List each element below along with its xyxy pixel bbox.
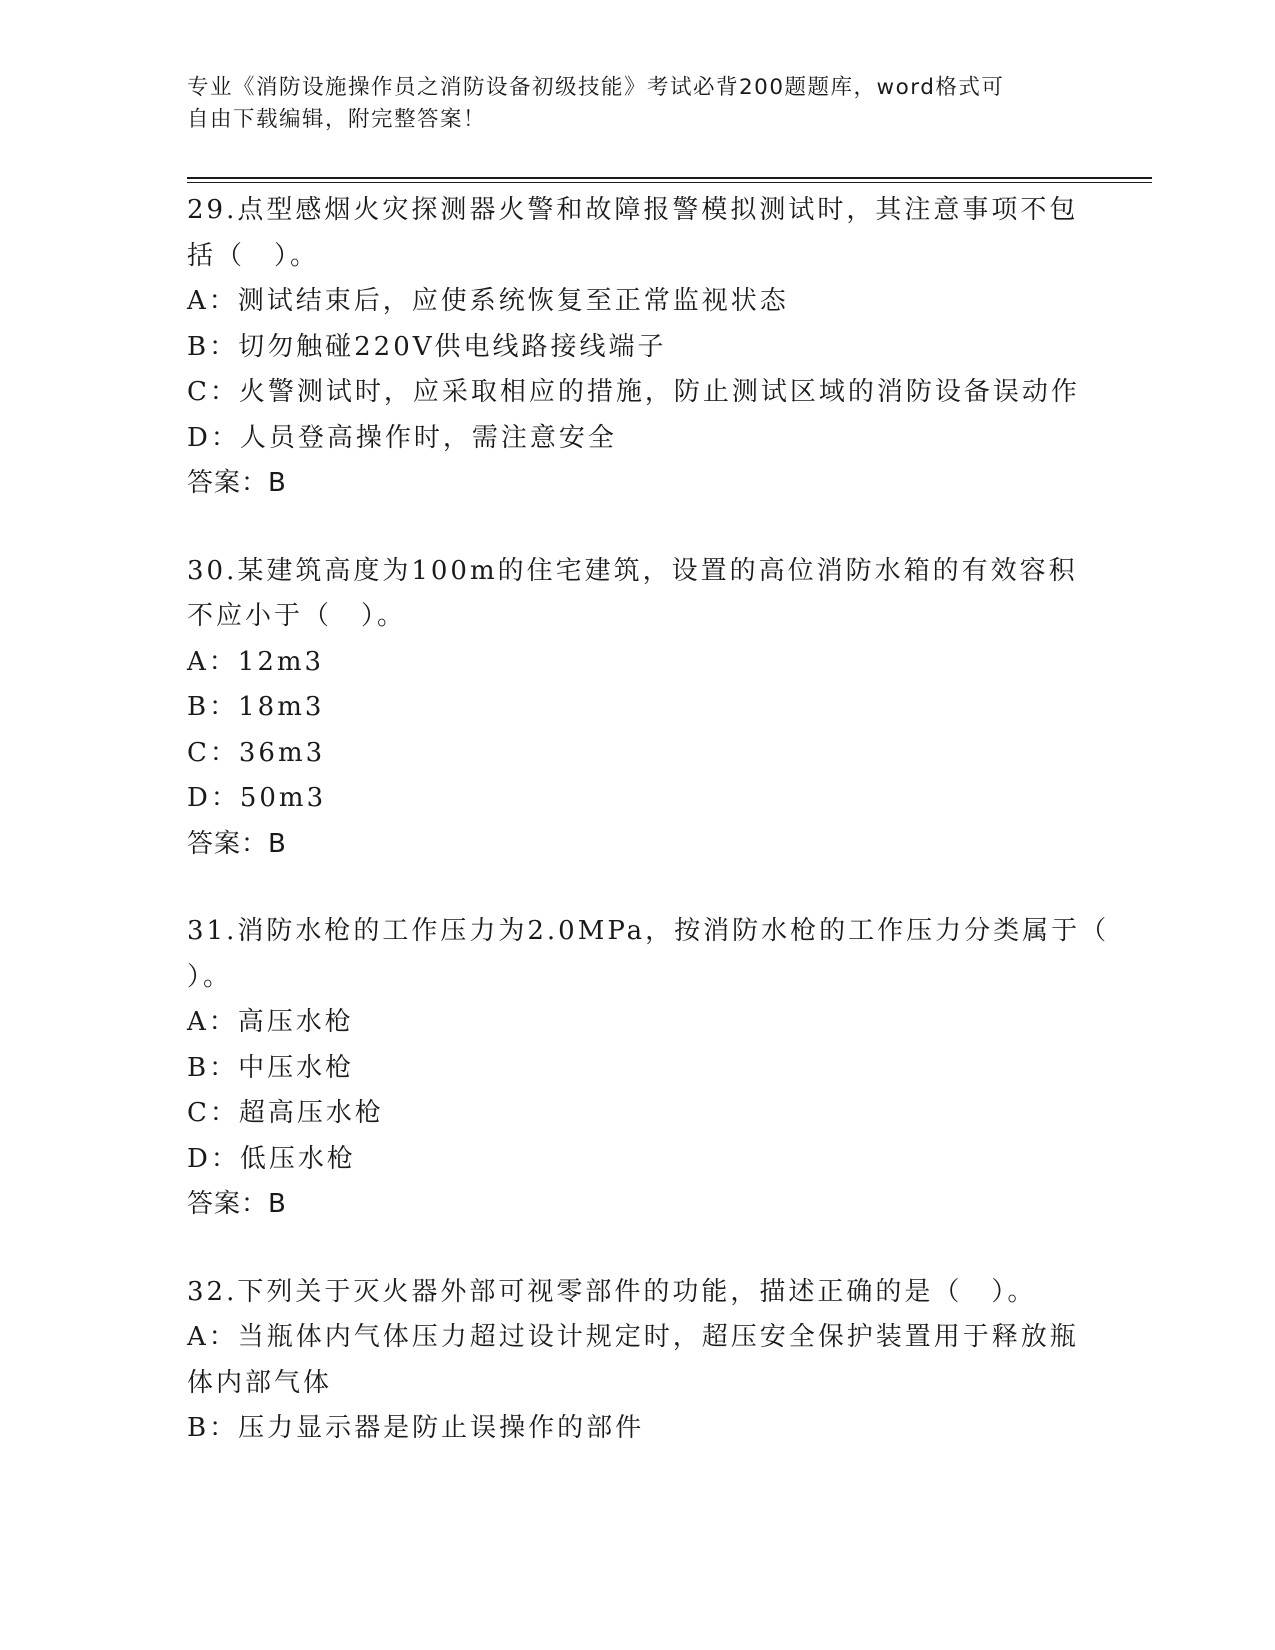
question-30 [187,549,1087,868]
option-a-continued: 体内部气体 [187,1367,333,1398]
option-b: B：中压水枪 [187,1052,355,1083]
question-stem-line: 31.消防水枪的工作压力为2.0MPa，按消防水枪的工作压力分类属于（ [187,916,1110,946]
option-b: B：压力显示器是防止误操作的部件 [187,1413,645,1443]
answer-line: 答案：B [187,1189,287,1219]
document-header [187,72,1067,136]
option-d: D：人员登高操作时，需注意安全 [187,422,617,453]
question-stem-line: 括（ ）。 [187,240,320,271]
question-32 [187,1270,1087,1452]
answer-line: 答案：B [187,468,287,498]
option-b: B：18m3 [187,692,325,722]
question-stem-line: 29.点型感烟火灾探测器火警和故障报警模拟测试时，其注意事项不包 [187,195,1079,225]
option-b: B：切勿触碰220V供电线路接线端子 [187,331,667,362]
question-stem-line: ）。 [187,961,233,992]
header-line-1: 专业《消防设施操作员之消防设备初级技能》考试必背200题题库，word格式可 [187,75,1005,100]
header-line-2: 自由下载编辑，附完整答案！ [187,107,487,132]
question-stem-line: 不应小于（ ）。 [187,601,407,631]
option-c: C：火警测试时，应采取相应的措施，防止测试区域的消防设备误动作 [187,377,1080,407]
option-c: C：超高压水枪 [187,1098,384,1128]
header-rule-thin [187,182,1152,183]
header-rule-thick [187,177,1152,179]
question-stem-line: 30.某建筑高度为100m的住宅建筑，设置的高位消防水箱的有效容积 [187,555,1078,586]
option-d: D：低压水枪 [187,1143,356,1174]
question-stem-line: 32.下列关于灭火器外部可视零部件的功能，描述正确的是（ ）。 [187,1276,1037,1307]
option-a: A：当瓶体内气体压力超过设计规定时，超压安全保护装置用于释放瓶 [187,1322,1079,1352]
question-31 [187,909,1110,1228]
option-d: D：50m3 [187,783,327,813]
question-list [187,188,1110,1494]
answer-line: 答案：B [187,828,287,859]
option-a: A：测试结束后，应使系统恢复至正常监视状态 [187,286,789,316]
option-a: A：高压水枪 [187,1007,354,1037]
question-29 [187,188,1087,507]
option-c: C：36m3 [187,737,326,768]
option-a: A：12m3 [187,646,325,677]
